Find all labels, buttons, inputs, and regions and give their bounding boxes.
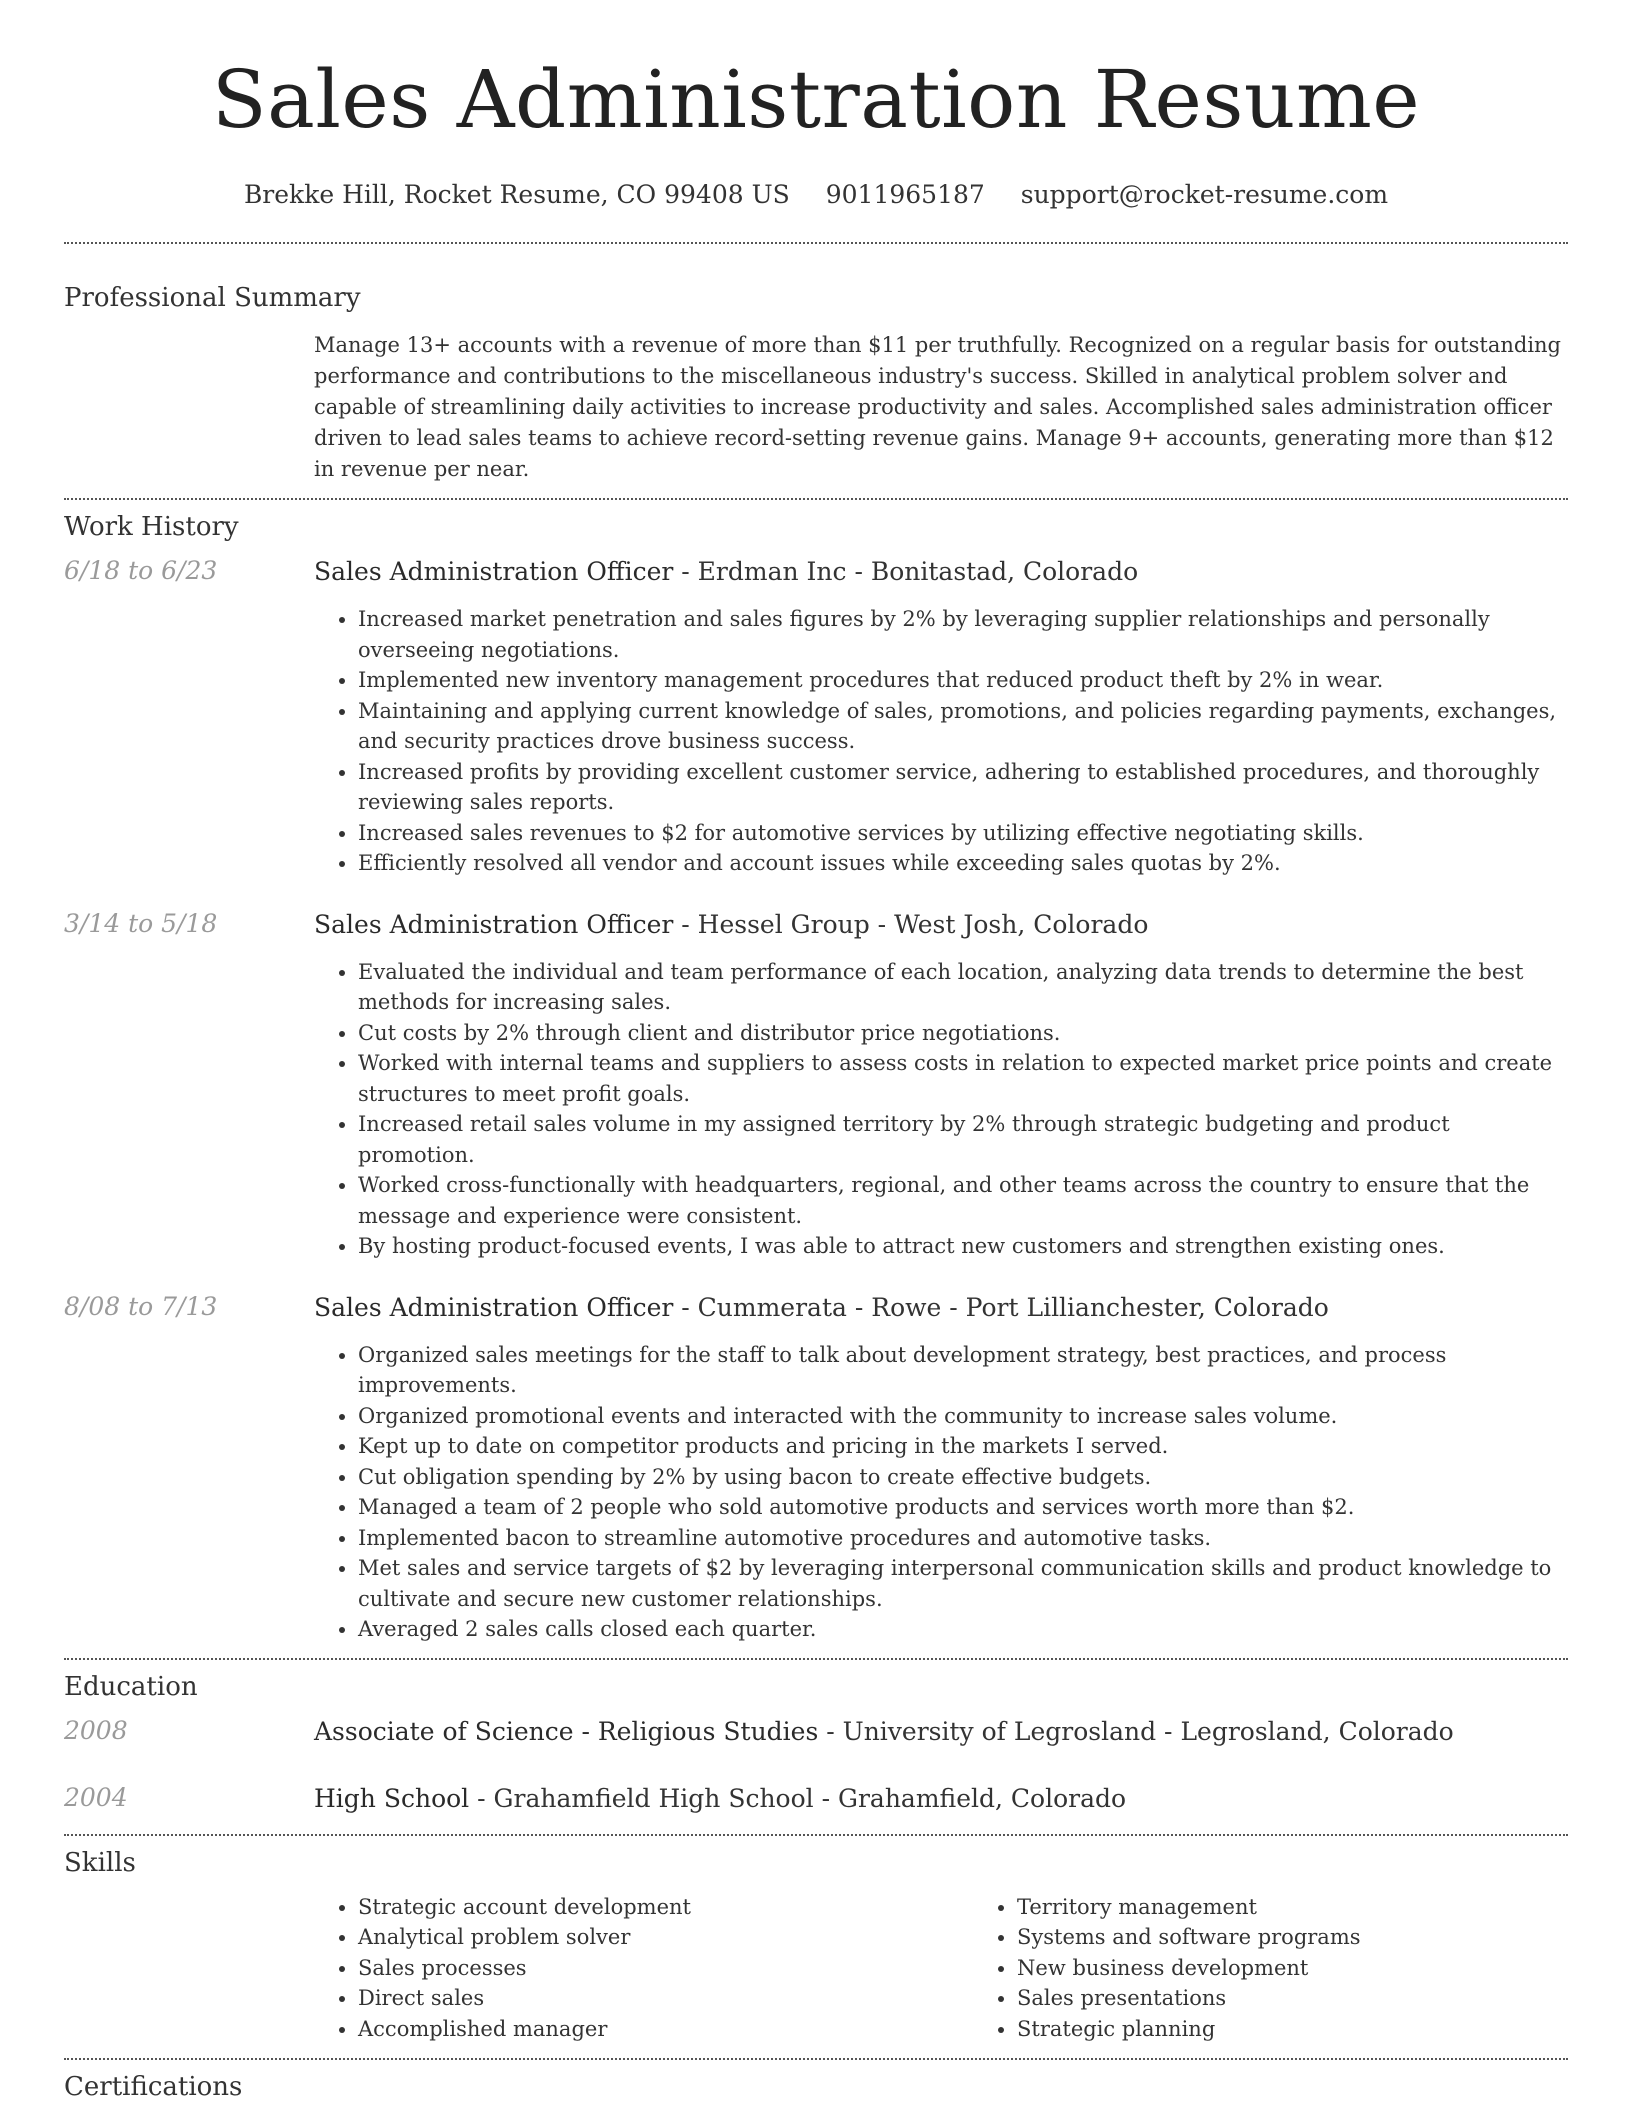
skills-row <box>64 1892 1568 2045</box>
contact-email: support@rocket-resume.com <box>1020 180 1389 209</box>
divider <box>64 1834 1568 1836</box>
job-entry <box>64 1292 1568 1645</box>
list-item: • Managed a team of 2 people who sold automotive products and services worth more than $2. <box>358 1492 1568 1523</box>
divider <box>64 2058 1568 2060</box>
education-year: 2008 <box>64 1715 128 1745</box>
list-item: • Implemented new inventory management procedures that reduced product theft by 2% in wear. <box>358 665 1568 696</box>
list-item: • Increased profits by providing excellent customer service, adhering to established procedures, and thoroughly reviewing sales reports. <box>358 757 1568 818</box>
divider <box>64 1658 1568 1660</box>
section-title-education: Education <box>64 1671 198 1702</box>
list-item: • Worked with internal teams and suppliers to assess costs in relation to expected market price points and create structures to meet profit goals. <box>358 1048 1568 1109</box>
list-item: • Organized promotional events and interacted with the community to increase sales volume. <box>358 1401 1568 1432</box>
job-dates: 3/14 to 5/18 <box>64 908 218 938</box>
job-bullets <box>314 957 1568 1262</box>
skills-list-right <box>973 1892 1632 2045</box>
job-heading <box>314 909 1568 941</box>
job-company: - Hessel Group - West Josh, Colorado <box>673 909 1149 939</box>
skill-item: • Strategic planning <box>1017 2014 1632 2045</box>
page-title: Sales Administration Resume <box>211 53 1421 146</box>
divider <box>64 242 1568 244</box>
job-entry <box>64 909 1568 1262</box>
list-item: • Kept up to date on competitor products and pricing in the markets I served. <box>358 1431 1568 1462</box>
list-item: • Increased sales revenues to $2 for automotive services by utilizing effective negotiating skills. <box>358 818 1568 849</box>
skill-item: • New business development <box>1017 1953 1632 1984</box>
list-item: • Efficiently resolved all vendor and account issues while exceeding sales quotas by 2%. <box>358 848 1568 879</box>
education-year: 2004 <box>64 1782 128 1812</box>
education-school: - University of Legrosland - Legrosland, Colorado <box>818 1716 1454 1746</box>
contact-phone: 9011965187 <box>825 180 985 209</box>
summary-body <box>314 330 1568 485</box>
section-title-skills: Skills <box>64 1847 136 1878</box>
job-entry <box>64 556 1568 879</box>
job-company: - Erdman Inc - Bonitastad, Colorado <box>673 557 1139 586</box>
education-school: - Grahamfield High School - Grahamfield, Colorado <box>469 1783 1127 1813</box>
section-title-work: Work History <box>64 512 239 542</box>
list-item: • Averaged 2 sales calls closed each quarter. <box>358 1614 1568 1645</box>
section-title-summary: Professional Summary <box>64 283 361 313</box>
job-bullets <box>314 604 1568 879</box>
list-item: • Evaluated the individual and team performance of each location, analyzing data trends to determine the best methods for increasing sales. <box>358 957 1568 1018</box>
job-heading <box>314 1292 1568 1324</box>
skills-spacer <box>64 1892 314 2045</box>
skills-list-left <box>314 1892 973 2045</box>
skill-item: • Strategic account development <box>358 1892 973 1923</box>
summary-spacer <box>64 330 314 485</box>
education-entry <box>64 1716 1568 1748</box>
skill-item: • Direct sales <box>358 1983 973 2014</box>
job-dates: 8/08 to 7/13 <box>64 1291 218 1321</box>
list-item: • Met sales and service targets of $2 by leveraging interpersonal communication skills and product knowledge to cultivate and secure new customer relationships. <box>358 1553 1568 1614</box>
skill-item: • Accomplished manager <box>358 2014 973 2045</box>
education-degree: High School <box>314 1783 470 1813</box>
list-item: • Worked cross-functionally with headquarters, regional, and other teams across the country to ensure that the message and experience were consistent. <box>358 1170 1568 1231</box>
job-role: Sales Administration Officer <box>314 909 674 939</box>
job-dates: 6/18 to 6/23 <box>64 556 218 585</box>
list-item: • Cut costs by 2% through client and distributor price negotiations. <box>358 1018 1568 1049</box>
skill-item: • Territory management <box>1017 1892 1632 1923</box>
job-body <box>314 909 1568 1262</box>
list-item: • Increased market penetration and sales figures by 2% by leveraging supplier relationships and personally overseeing negotiations. <box>358 604 1568 665</box>
skill-item: • Sales processes <box>358 1953 973 1984</box>
summary-row <box>64 330 1568 485</box>
job-body <box>314 1292 1568 1645</box>
job-bullets <box>314 1340 1568 1645</box>
list-item: • Maintaining and applying current knowledge of sales, promotions, and policies regarding payments, exchanges, and security practices drove business success. <box>358 696 1568 757</box>
list-item: • Cut obligation spending by 2% by using bacon to create effective budgets. <box>358 1462 1568 1493</box>
list-item: • Implemented bacon to streamline automotive procedures and automotive tasks. <box>358 1523 1568 1554</box>
contact-address: Brekke Hill, Rocket Resume, CO 99408 US <box>243 180 790 209</box>
skill-item: • Analytical problem solver <box>358 1922 973 1953</box>
summary-text: Manage 13+ accounts with a revenue of more than $11 per truthfully. Recognized on a regular basis for outstanding performance and contributions to the miscellaneous industry's success. Skilled in analytical problem solver and capable of streamlining daily activities to increase productivity and sales. Accomplished sales administration officer driven to lead sales teams to achieve record-setting revenue gains. Manage 9+ accounts, generating more than $12 in revenue per near. <box>314 333 1561 481</box>
education-degree: Associate of Science - Religious Studies <box>314 1716 819 1746</box>
education-detail <box>314 1716 1568 1748</box>
skill-item: • Sales presentations <box>1017 1983 1632 2014</box>
skills-columns <box>314 1892 1632 2045</box>
education-detail <box>314 1783 1568 1815</box>
education-entry <box>64 1783 1568 1815</box>
job-role: Sales Administration Officer <box>314 1292 674 1322</box>
job-company: - Cummerata - Rowe - Port Lillianchester, Colorado <box>673 1292 1329 1322</box>
job-role: Sales Administration Officer <box>314 557 674 586</box>
job-body <box>314 556 1568 879</box>
skill-item: • Systems and software programs <box>1017 1922 1632 1953</box>
list-item: • Organized sales meetings for the staff to talk about development strategy, best practices, and process improvements. <box>358 1340 1568 1401</box>
list-item: • By hosting product-focused events, I was able to attract new customers and strengthen existing ones. <box>358 1231 1568 1262</box>
divider <box>64 498 1568 500</box>
contact-line <box>64 180 1568 209</box>
job-heading <box>314 556 1568 588</box>
section-title-certifications: Certifications <box>64 2072 243 2102</box>
list-item: • Increased retail sales volume in my assigned territory by 2% through strategic budgeting and product promotion. <box>358 1109 1568 1170</box>
